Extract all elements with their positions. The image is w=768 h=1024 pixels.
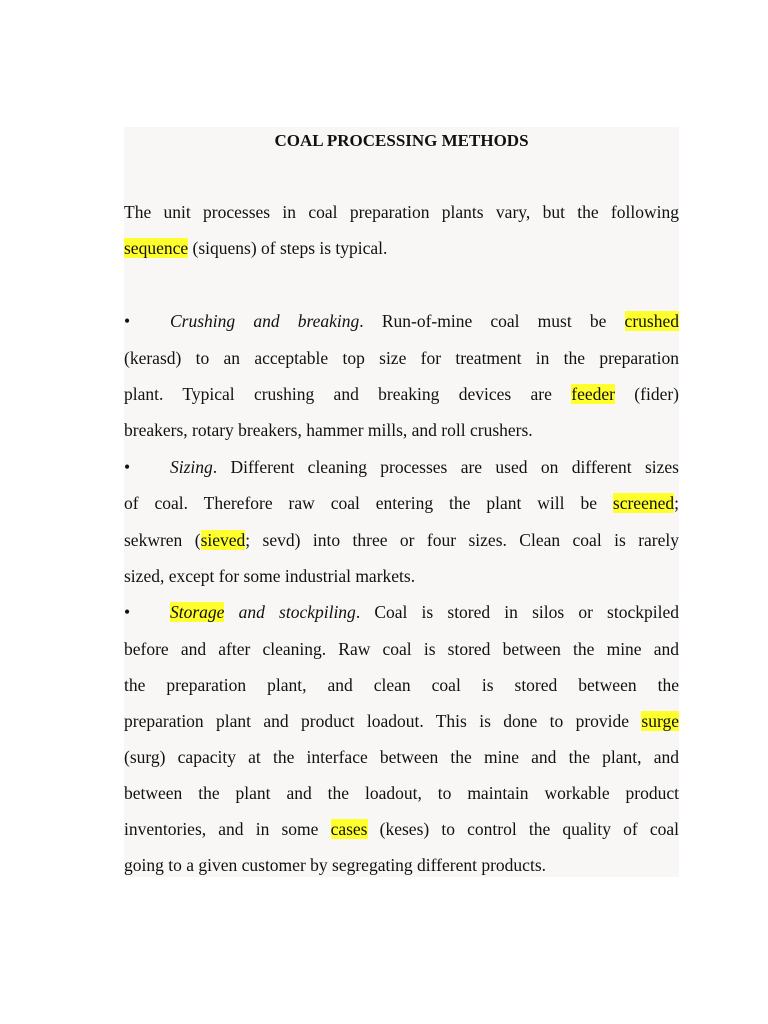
bullet-icon: • bbox=[124, 602, 131, 622]
highlight-feeder: feeder bbox=[571, 384, 615, 404]
sizing-line-4: sized, except for some industrial markets. bbox=[124, 566, 416, 586]
bullet-icon: • bbox=[124, 311, 131, 331]
crushing-line-1: • Crushing and breaking. Run-of-mine coal must be crushed bbox=[124, 308, 679, 334]
storage-line-3: the preparation plant, and clean coal is stored between the bbox=[124, 675, 679, 695]
storage-line-7: inventories, and in some cases (keses) to control the quality of coal bbox=[124, 819, 680, 839]
crushing-line-4: breakers, rotary breakers, hammer mills, and roll crushers. bbox=[124, 420, 533, 440]
document-title: COAL PROCESSING METHODS bbox=[274, 131, 529, 150]
storage-line-5: (surg) capacity at the interface between the mine and the plant, and bbox=[124, 747, 679, 767]
storage-line-8: going to a given customer by segregating different products. bbox=[124, 855, 546, 875]
highlight-storage: Storage bbox=[170, 602, 225, 622]
highlight-crushed: crushed bbox=[624, 311, 679, 331]
sizing-line-3: sekwren (sieved; sevd) into three or four sizes. Clean coal is rarely bbox=[124, 530, 680, 550]
document-body bbox=[124, 127, 679, 877]
highlight-surge: surge bbox=[641, 711, 679, 731]
crushing-term: Crushing and breaking bbox=[170, 311, 360, 331]
storage-term: and stockpiling bbox=[224, 602, 356, 622]
storage-line-2: before and after cleaning. Raw coal is stored between the mine and bbox=[124, 639, 679, 659]
intro-line-1: The unit processes in coal preparation plants vary, but the following bbox=[124, 202, 679, 222]
bullet-icon: • bbox=[124, 457, 131, 477]
crushing-line-3: plant. Typical crushing and breaking devices are feeder (fider) bbox=[124, 384, 679, 404]
storage-line-1: • Storage and stockpiling. Coal is stored in silos or stockpiled bbox=[124, 599, 679, 625]
sizing-line-2: of coal. Therefore raw coal entering the plant will be screened; bbox=[124, 493, 679, 513]
intro-line-2: sequence (siquens) of steps is typical. bbox=[124, 238, 388, 258]
storage-line-4: preparation plant and product loadout. This is done to provide surge bbox=[124, 711, 679, 731]
storage-line-6: between the plant and the loadout, to maintain workable product bbox=[124, 783, 679, 803]
sizing-line-1: • Sizing. Different cleaning processes are used on different sizes bbox=[124, 454, 679, 480]
highlight-cases: cases bbox=[330, 819, 368, 839]
highlight-screened: screened bbox=[612, 493, 675, 513]
highlight-sieved: sieved bbox=[200, 530, 246, 550]
crushing-line-2: (kerasd) to an acceptable top size for treatment in the preparation bbox=[124, 348, 679, 368]
highlight-sequence: sequence bbox=[124, 238, 189, 258]
sizing-term: Sizing bbox=[170, 457, 213, 477]
